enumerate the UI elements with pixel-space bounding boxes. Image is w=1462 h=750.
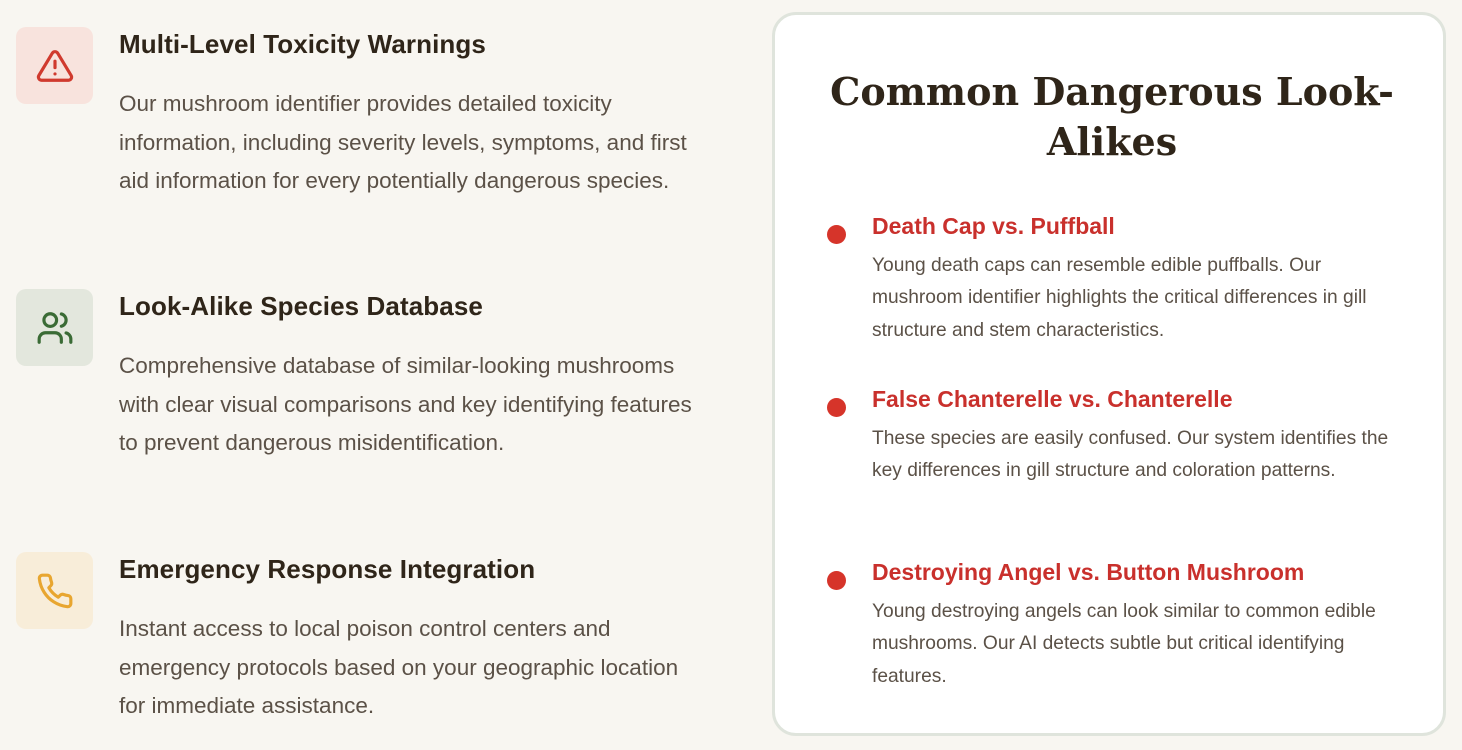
- users-icon: [36, 309, 74, 347]
- warning-triangle-icon: [36, 47, 74, 85]
- lookalike-item-description: Young destroying angels can look similar to common edible mushrooms. Our AI detects subtle but critical identifying features.: [872, 601, 1376, 687]
- feature-title: Multi-Level Toxicity Warnings: [119, 29, 486, 59]
- lookalike-item-title: Death Cap vs. Puffball: [872, 213, 1115, 239]
- bullet-dot-icon: [827, 398, 846, 417]
- lookalike-item-description: These species are easily confused. Our system identifies the key differences in gill structure and coloration patterns.: [872, 428, 1389, 482]
- feature-description: Instant access to local poison control centers and emergency protocols based on your geographic location for immediate assistance.: [119, 616, 679, 719]
- lookalike-item-description: Young death caps can resemble edible puffballs. Our mushroom identifier highlights the critical differences in gill structure and stem characteristics.: [872, 255, 1367, 341]
- bullet-dot-icon: [827, 225, 846, 244]
- feature-title: Emergency Response Integration: [119, 554, 536, 584]
- warning-icon-box: [16, 27, 93, 104]
- phone-icon-box: [16, 552, 93, 629]
- bullet-dot-icon: [827, 571, 846, 590]
- feature-title: Look-Alike Species Database: [119, 291, 483, 321]
- users-icon-box: [16, 289, 93, 366]
- lookalike-item-title: Destroying Angel vs. Button Mushroom: [872, 559, 1305, 585]
- lookalikes-card: [772, 12, 1446, 736]
- feature-description: Our mushroom identifier provides detailed toxicity information, including severity levels, symptoms, and first aid information for every potentially dangerous species.: [119, 91, 687, 194]
- lookalikes-title: Common Dangerous Look-Alikes: [830, 69, 1394, 164]
- phone-icon: [36, 572, 74, 610]
- lookalike-item-title: False Chanterelle vs. Chanterelle: [872, 386, 1233, 412]
- feature-description: Comprehensive database of similar-looking mushrooms with clear visual comparisons and key identifying features to prevent dangerous misidentification.: [119, 353, 692, 456]
